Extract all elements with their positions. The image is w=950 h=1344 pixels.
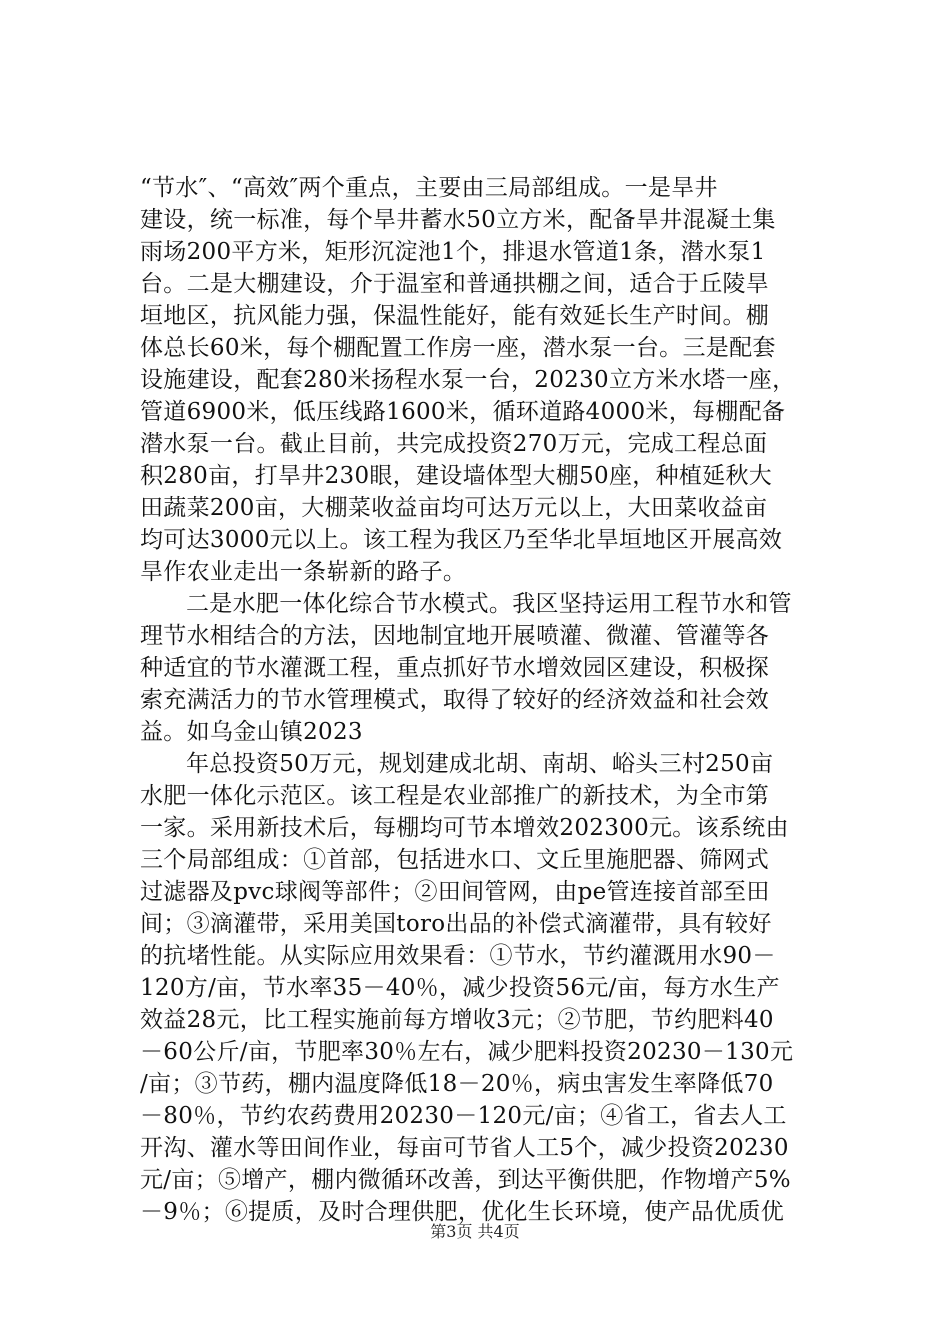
text-line: 效益28元，比工程实施前每方增收3元；②节肥，节约肥料40 bbox=[140, 1007, 774, 1033]
text-line: 田蔬菜200亩，大棚菜收益亩均可达万元以上，大田菜收益亩 bbox=[140, 495, 768, 521]
text-line: 体总长60米，每个棚配置工作房一座，潜水泵一台。三是配套 bbox=[140, 335, 776, 361]
text-line: 间；③滴灌带，采用美国toro出品的补偿式滴灌带，具有较好 bbox=[140, 911, 772, 937]
text-line: 120方/亩，节水率35－40％，减少投资56元/亩，每方水生产 bbox=[140, 975, 780, 1001]
page-number-footer: 第3页 共4页 bbox=[430, 1222, 520, 1241]
text-line: 元/亩；⑤增产，棚内微循环改善，到达平衡供肥，作物增产5% bbox=[140, 1167, 791, 1193]
text-line: 的抗堵性能。从实际应用效果看：①节水，节约灌溉用水90－ bbox=[140, 943, 776, 969]
document-body bbox=[140, 172, 832, 1228]
text-line: 潜水泵一台。截止目前，共完成投资270万元，完成工程总面 bbox=[140, 431, 768, 457]
paragraph-start-line: 年总投资50万元，规划建成北胡、南胡、峪头三村250亩 bbox=[186, 751, 774, 777]
text-line: 管道6900米，低压线路1600米，循环道路4000米，每棚配备 bbox=[140, 399, 786, 425]
text-line: 水肥一体化示范区。该工程是农业部推广的新技术，为全市第 bbox=[140, 783, 770, 809]
text-line: 三个局部组成：①首部，包括进水口、文丘里施肥器、筛网式 bbox=[140, 847, 770, 873]
text-line: 开沟、灌水等田间作业，每亩可节省人工5个，减少投资20230 bbox=[140, 1135, 789, 1161]
text-line: 种适宜的节水灌溉工程，重点抓好节水增效园区建设，积极探 bbox=[140, 655, 770, 681]
text-line: “节水″、“高效″两个重点，主要由三局部组成。一是旱井 bbox=[140, 175, 718, 201]
text-line: 设施建设，配套280米扬程水泵一台，20230立方米水塔一座， bbox=[140, 367, 796, 393]
text-line: －80％，节约农药费用20230－120元/亩；④省工，省去人工 bbox=[140, 1103, 787, 1129]
text-line: 积280亩，打旱井230眼，建设墙体型大棚50座，种植延秋大 bbox=[140, 463, 773, 489]
text-line: －60公斤/亩，节肥率30％左右，减少肥料投资20230－130元 bbox=[140, 1039, 794, 1065]
text-line: 益。如乌金山镇2023 bbox=[140, 719, 363, 745]
text-line: 索充满活力的节水管理模式，取得了较好的经济效益和社会效 bbox=[140, 687, 770, 713]
text-line: －9％；⑥提质，及时合理供肥，优化生长环境，使产品优质优 bbox=[140, 1199, 785, 1225]
text-line: 雨场200平方米，矩形沉淀池1个，排退水管道1条，潜水泵1 bbox=[140, 239, 766, 265]
text-line: 建设，统一标准，每个旱井蓄水50立方米，配备旱井混凝土集 bbox=[140, 207, 776, 233]
text-line: 过滤器及pvc球阀等部件；②田间管网，由pe管连接首部至田 bbox=[140, 879, 770, 905]
paragraph-start-line: 二是水肥一体化综合节水模式。我区坚持运用工程节水和管 bbox=[186, 591, 792, 617]
text-line: 一家。采用新技术后，每棚均可节本增效202300元。该系统由 bbox=[140, 815, 789, 841]
text-line: /亩；③节药，棚内温度降低18－20％，病虫害发生率降低70 bbox=[140, 1071, 774, 1097]
text-line: 台。二是大棚建设，介于温室和普通拱棚之间，适合于丘陵旱 bbox=[140, 271, 770, 297]
text-line: 均可达3000元以上。该工程为我区乃至华北旱垣地区开展高效 bbox=[140, 527, 783, 553]
text-line: 垣地区，抗风能力强，保温性能好，能有效延长生产时间。棚 bbox=[140, 303, 770, 329]
text-line: 旱作农业走出一条崭新的路子。 bbox=[140, 559, 467, 585]
text-line: 理节水相结合的方法，因地制宜地开展喷灌、微灌、管灌等各 bbox=[140, 623, 770, 649]
